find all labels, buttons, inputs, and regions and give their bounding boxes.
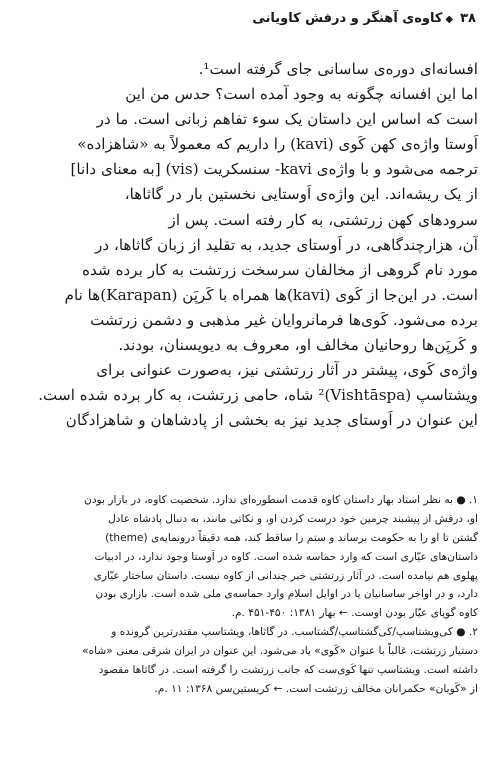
body-line: واژه‌ی کَوی، پیشتر در آثار زرتشتی نیز، به‌صورت عنوانی برای	[96, 361, 478, 380]
footnote-line: از «کَویان» حکمرانان مخالف زرتشت است. ← کریستین‌سن ۱۳۶۸: ۱۱ .م.	[154, 682, 478, 695]
body-line: و کَرپَن‌ها روحانیان مخالف او، معروف به دیویسنان، بودند.	[118, 336, 478, 355]
body-line: اما این افسانه چگونه به وجود آمده است؟ حدس من این	[125, 85, 478, 104]
footnote-line: کاوه گویای عیّار بودن اوست. ← بهار ۱۳۸۱: ۴۵۰-۴۵۱ .م.	[231, 607, 478, 620]
footnotes	[26, 491, 478, 731]
footnote-line: داستان‌های عیّاری است که وارد حماسه شده است. کاوه در اَوستا وجود ندارد، در ادبیات	[94, 550, 478, 563]
body-line: اَوستا واژه‌ی کهن کَوی (kavi) را داریم که معمولاً به «شاهزاده»	[77, 135, 478, 154]
body-line: است که اساس این داستان یک سوء تفاهم زبانی است. ما در	[96, 110, 478, 129]
running-head	[28, 10, 476, 29]
separator-diamond-icon: ◆	[445, 14, 454, 25]
footnote-line: دارد، و در اواخر ساسانیان یا در اوایل اسلام وارد حماسه‌ی ملی شده است. بازاری بودن	[95, 588, 478, 601]
footnote-line: داشته است. ویشتاسپ تنها کَوی‌ست که جانب زرتشت را گرفته است. در گاثاها مقصود	[98, 664, 478, 677]
body-line: مورد نام گروهی از مخالفان سرسخت زرتشت به کار برده شده	[82, 260, 478, 279]
page-number: ۳۸	[460, 11, 476, 26]
body-line: این عنوان در اَوستای جدید نیز به بخشی از پادشاهان و شاهزادگان	[65, 411, 478, 430]
footnote-line: دستیار زرتشت، غالباً با عنوان «کَوی» یاد می‌شود. این عنوان در ایران شرقی معنی «شاه»	[82, 645, 478, 658]
body-line: آن، هزارچندگاهی، در اَوستای جدید، به تقلید از زبان گاثاها، در	[95, 235, 478, 254]
body-line: افسانه‌ای دوره‌ی ساسانی جای گرفته است¹.	[198, 60, 478, 78]
footnote-line: ۲. ● کی‌ویشتاسپ/کی‌گشتاسپ/گشتاسب. در گاثاها، ویشتاسپ مقتدرترین گرونده و	[111, 626, 478, 639]
body-text	[26, 57, 478, 477]
body-line: برده می‌شود. کَوی‌ها فرمانروایان غیر مذهبی و دشمن زرتشت	[90, 310, 478, 329]
body-line: ترجمه می‌شود و با واژه‌ی kavi- سنسکریت (vis) [به معنای دانا]	[70, 160, 478, 179]
footnote-line: گشتن تا او را به حکومت برساند و ستم را ساقط کند، همه دقیقاً درونمایه‌ی (theme)	[105, 531, 478, 544]
footnote-line: ۱. ● به نظر استاد بهار داستان کاوه قدمت اسطوره‌ای ندارد. شخصیت کاوه، در بازار بودن	[84, 494, 478, 506]
body-line: ویشتاسپ (Vishtāspa)² شاه، حامی زرتشت، به کار برده شده است.	[38, 386, 478, 405]
body-line: سرودهای کهن زرتشتی، به کار رفته است. پس از	[168, 210, 478, 229]
body-line: است. در این‌جا از کَوی (kavi)ها همراه با کَرپَن (Karapan)ها نام	[64, 285, 478, 304]
chapter-title: کاوه‌ی آهنگر و درفش کاویانی	[252, 11, 443, 26]
body-line: از یک ریشه‌اند. این واژه‌ی اَوستایی نخستین بار در گاثاها،	[124, 185, 478, 204]
footnote-line: پهلوی هم نیامده است. در آثار زرتشتی خبر چندانی از کاوه نیست. داستان ساختار عیّاری	[93, 569, 478, 582]
footnote-line: او، درفش از پیشبند چرمین خود درست کردن او، و نکاتی مانند، به دنبال پادشاه عادل	[108, 512, 478, 525]
